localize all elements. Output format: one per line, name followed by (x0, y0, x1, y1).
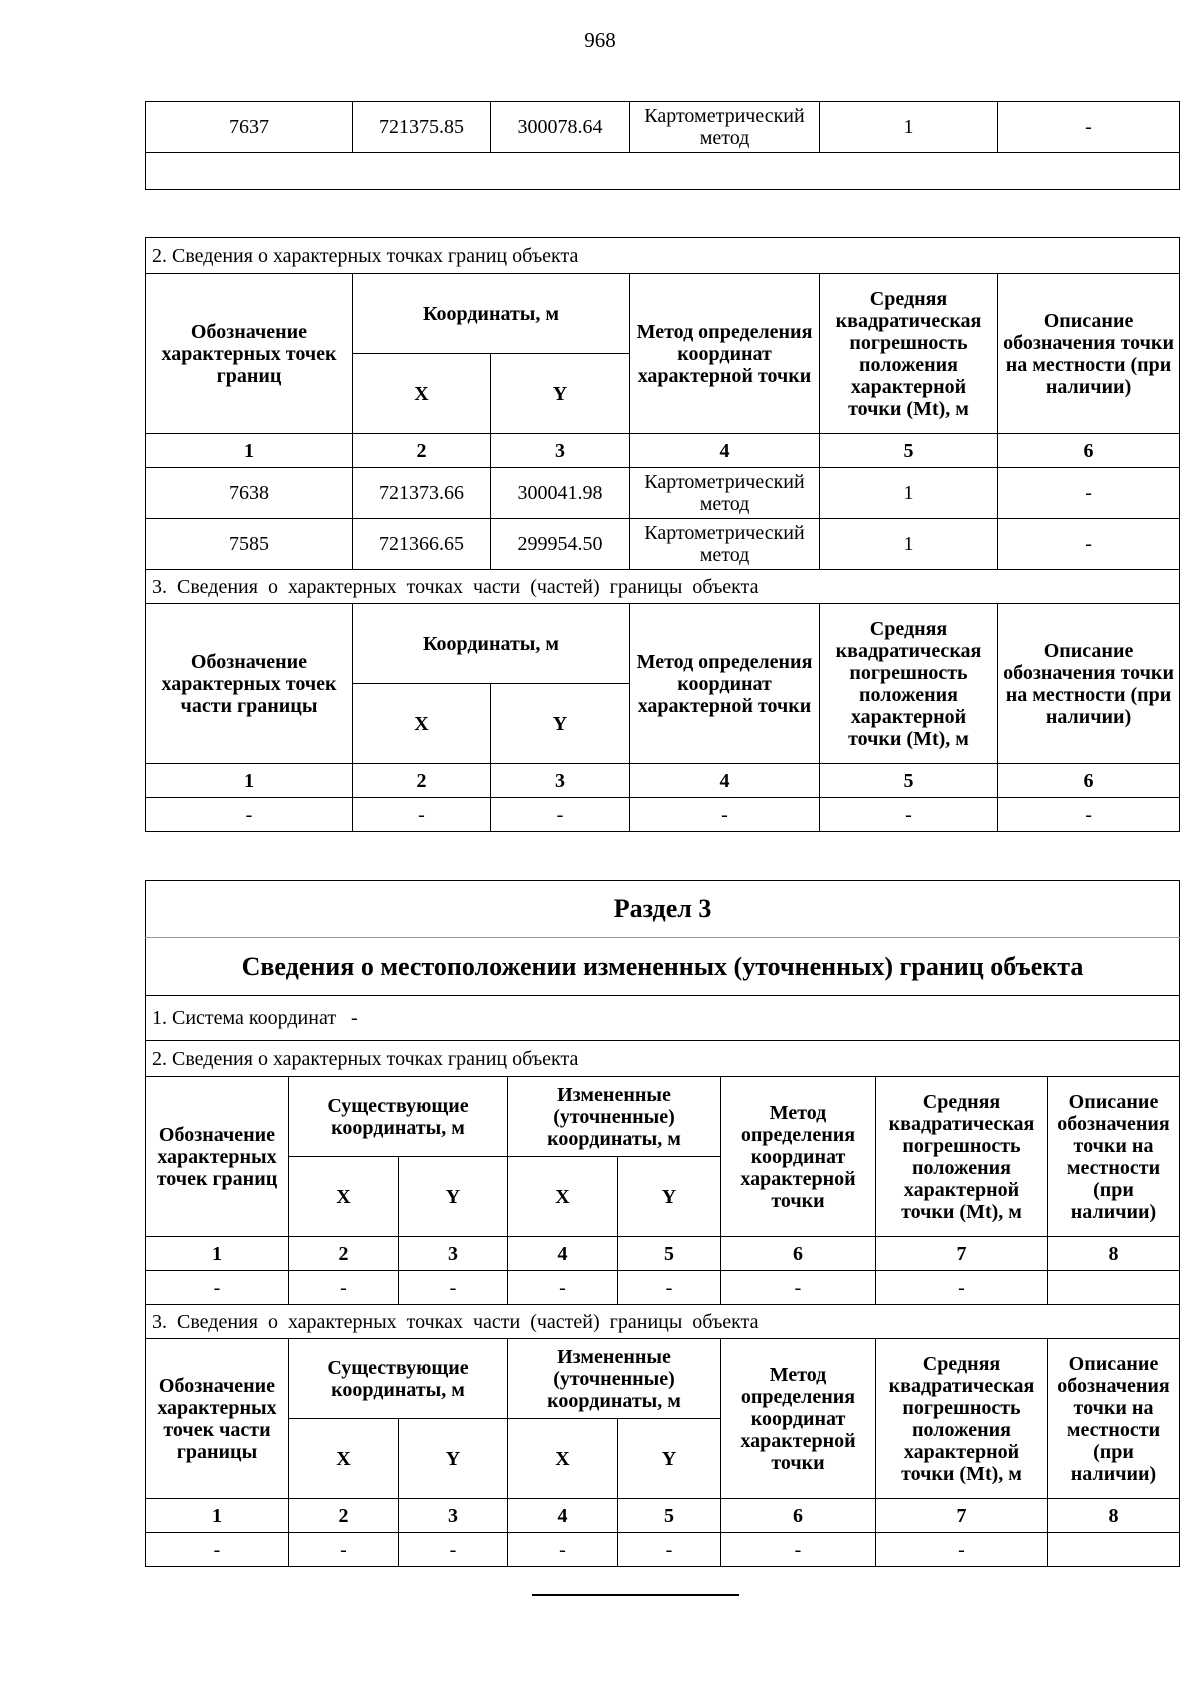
empty-value: - (399, 1271, 508, 1305)
column-numbers-row (146, 764, 1180, 798)
empty-value: - (618, 1533, 721, 1567)
col-number: 8 (1048, 1499, 1180, 1533)
empty-value: - (618, 1271, 721, 1305)
header-error: Средняя квадратическая погрешность положения характерной точки (Mt), м (876, 1077, 1048, 1237)
empty-value (1048, 1533, 1180, 1567)
table-continuation (145, 101, 1180, 190)
header-designation-part: Обозначение характерных точек части границы (146, 1339, 289, 1499)
section-title: Сведения о местоположении измененных (уточненных) границ объекта (146, 938, 1180, 996)
point-cell: 7637 (146, 102, 353, 153)
header-error: Средняя квадратическая погрешность положения характерной точки (Mt), м (820, 274, 998, 434)
x-cell: 721375.85 (353, 102, 491, 153)
empty-value: - (491, 798, 630, 832)
coord-system: 1. Система координат - (146, 996, 1180, 1041)
header-designation: Обозначение характерных точек границ (146, 274, 353, 434)
header-x: X (289, 1419, 399, 1499)
header-description: Описание обозначения точки на местности (при наличии) (998, 604, 1180, 764)
col-number: 2 (289, 1237, 399, 1271)
header-designation: Обозначение характерных точек границ (146, 1077, 289, 1237)
table-section-3 (145, 880, 1180, 1567)
col-number: 7 (876, 1237, 1048, 1271)
header-y: Y (491, 684, 630, 764)
method-cell: Картометрический метод (630, 102, 820, 153)
y-cell: 300041.98 (491, 468, 630, 519)
header-y: Y (491, 354, 630, 434)
col-number: 1 (146, 434, 353, 468)
method-cell: Картометрический метод (630, 468, 820, 519)
header-description: Описание обозначения точки на местности (при наличии) (1048, 1339, 1180, 1499)
column-numbers-row (146, 1237, 1180, 1271)
col-number: 6 (998, 434, 1180, 468)
table-row (146, 1533, 1180, 1567)
col-number: 4 (508, 1499, 618, 1533)
header-method: Метод определения координат характерной точки (630, 604, 820, 764)
empty-value: - (630, 798, 820, 832)
col-number: 3 (399, 1237, 508, 1271)
y-cell: 299954.50 (491, 519, 630, 570)
header-y: Y (399, 1157, 508, 1237)
empty-value: - (508, 1271, 618, 1305)
header-x: X (508, 1157, 618, 1237)
table-row-empty (146, 153, 1180, 190)
header-x: X (508, 1419, 618, 1499)
header-changed: Измененные (уточненные) координаты, м (508, 1077, 721, 1157)
col-number: 1 (146, 1499, 289, 1533)
col-number: 3 (491, 764, 630, 798)
col-number: 6 (721, 1499, 876, 1533)
header-coordinates: Координаты, м (353, 604, 630, 684)
error-cell: 1 (820, 102, 998, 153)
col-number: 1 (146, 764, 353, 798)
header-method: Метод определения координат характерной точки (721, 1339, 876, 1499)
table-row (146, 102, 1180, 153)
empty-value: - (998, 798, 1180, 832)
x-cell: 721366.65 (353, 519, 491, 570)
x-cell: 721373.66 (353, 468, 491, 519)
col-number: 8 (1048, 1237, 1180, 1271)
empty-value: - (146, 1533, 289, 1567)
y-cell: 300078.64 (491, 102, 630, 153)
col-number: 3 (399, 1499, 508, 1533)
method-cell: Картометрический метод (630, 519, 820, 570)
col-number: 6 (721, 1237, 876, 1271)
page-number: 968 (584, 28, 616, 52)
empty-value: - (721, 1533, 876, 1567)
header-x: X (353, 684, 491, 764)
col-number: 5 (618, 1499, 721, 1533)
error-cell: 1 (820, 468, 998, 519)
header-error: Средняя квадратическая погрешность положения характерной точки (Mt), м (876, 1339, 1048, 1499)
table-boundary-points (145, 237, 1180, 832)
table-row (146, 519, 1180, 570)
empty-value: - (508, 1533, 618, 1567)
empty-value: - (289, 1533, 399, 1567)
header-changed: Измененные (уточненные) координаты, м (508, 1339, 721, 1419)
empty-value: - (820, 798, 998, 832)
col-number: 6 (998, 764, 1180, 798)
col-number: 5 (820, 764, 998, 798)
empty-value: - (876, 1533, 1048, 1567)
empty-value: - (353, 798, 491, 832)
column-numbers-row (146, 1499, 1180, 1533)
empty-value: - (289, 1271, 399, 1305)
col-number: 4 (630, 764, 820, 798)
header-existing: Существующие координаты, м (289, 1339, 508, 1419)
column-numbers-row (146, 434, 1180, 468)
header-existing: Существующие координаты, м (289, 1077, 508, 1157)
table-row (146, 468, 1180, 519)
col-number: 4 (630, 434, 820, 468)
col-number: 7 (876, 1499, 1048, 1533)
header-y: Y (618, 1419, 721, 1499)
empty-value: - (146, 1271, 289, 1305)
empty-value: - (399, 1533, 508, 1567)
section-3-title: 3. Сведения о характерных точках части (частей) границы объекта (146, 1305, 1180, 1339)
col-number: 5 (618, 1237, 721, 1271)
table-row (146, 1271, 1180, 1305)
description-cell: - (998, 468, 1180, 519)
header-coordinates: Координаты, м (353, 274, 630, 354)
section-2-title: 2. Сведения о характерных точках границ объекта (146, 1041, 1180, 1077)
description-cell: - (998, 102, 1180, 153)
empty-value: - (146, 798, 353, 832)
empty-value: - (721, 1271, 876, 1305)
empty-value (1048, 1271, 1180, 1305)
header-x: X (289, 1157, 399, 1237)
section-2-title: 2. Сведения о характерных точках границ объекта (146, 238, 1180, 274)
description-cell: - (998, 519, 1180, 570)
col-number: 2 (353, 434, 491, 468)
header-method: Метод определения координат характерной точки (630, 274, 820, 434)
section-3-title: 3. Сведения о характерных точках части (частей) границы объекта (146, 570, 1180, 604)
header-description: Описание обозначения точки на местности (при наличии) (1048, 1077, 1180, 1237)
header-description: Описание обозначения точки на местности (при наличии) (998, 274, 1180, 434)
header-method: Метод определения координат характерной точки (721, 1077, 876, 1237)
error-cell: 1 (820, 519, 998, 570)
empty-cell (146, 153, 1180, 190)
section-label: Раздел 3 (146, 881, 1180, 938)
footer-divider (532, 1594, 739, 1596)
point-cell: 7585 (146, 519, 353, 570)
col-number: 2 (353, 764, 491, 798)
empty-value: - (876, 1271, 1048, 1305)
header-y: Y (399, 1419, 508, 1499)
col-number: 2 (289, 1499, 399, 1533)
header-error: Средняя квадратическая погрешность положения характерной точки (Mt), м (820, 604, 998, 764)
col-number: 1 (146, 1237, 289, 1271)
header-x: X (353, 354, 491, 434)
table-row (146, 798, 1180, 832)
header-y: Y (618, 1157, 721, 1237)
header-designation-part: Обозначение характерных точек части границы (146, 604, 353, 764)
point-cell: 7638 (146, 468, 353, 519)
col-number: 4 (508, 1237, 618, 1271)
col-number: 3 (491, 434, 630, 468)
col-number: 5 (820, 434, 998, 468)
